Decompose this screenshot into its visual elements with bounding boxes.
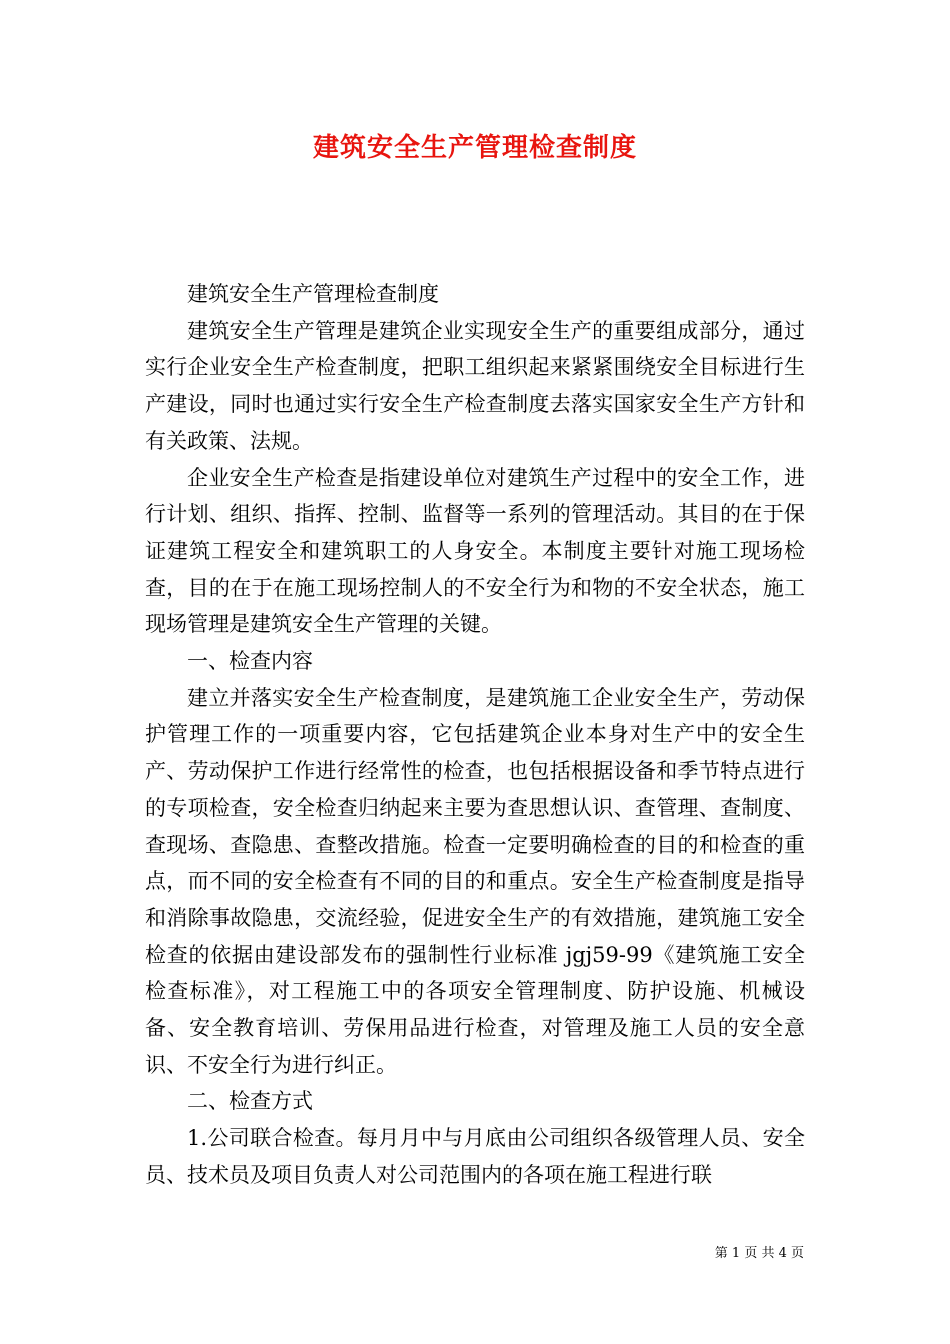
paragraph-purpose: 企业安全生产检查是指建设单位对建筑生产过程中的安全工作，进行计划、组织、指挥、控制、监督等一系列的管理活动。其目的在于保证建筑工程安全和建筑职工的人身安全。本制度主要针对施工现场检查，目的在于在施工现场控制人的不安全行为和物的不安全状态，施工现场管理是建筑安全生产管理的关键。 (145, 465, 805, 637)
paragraph-content: 建立并落实安全生产检查制度，是建筑施工企业安全生产，劳动保护管理工作的一项重要内容，它包括建筑企业本身对生产中的安全生产、劳动保护工作进行经常性的检查，也包括根据设备和季节特点进行的专项检查，安全检查归纳起来主要为查思想认识、查管理、查制度、查现场、查隐患、查整改措施。检查一定要明确检查的目的和检查的重点，而不同的安全检查有不同的目的和重点。安全生产检查制度是指导和消除事故隐患，交流经验，促进安全生产的有效措施，建筑施工安全检查的依据由建设部发布的强制性行业标准 jgj59-99《建筑施工安全检查标准》，对工程施工中的各项安全管理制度、防护设施、机械设备、安全教育培训、劳保用品进行检查，对管理及施工人员的安全意识、不安全行为进行纠正。 (145, 685, 805, 1077)
paragraph-intro: 建筑安全生产管理是建筑企业实现安全生产的重要组成部分，通过实行企业安全生产检查制度，把职工组织起来紧紧围绕安全目标进行生产建设，同时也通过实行安全生产检查制度去落实国家安全生产方针和有关政策、法规。 (145, 318, 805, 453)
paragraph-method-1: 1.公司联合检查。每月月中与月底由公司组织各级管理人员、安全员、技术员及项目负责人对公司范围内的各项在施工程进行联 (145, 1126, 805, 1187)
document-body (145, 276, 805, 1194)
page-number: 第 1 页 共 4 页 (714, 1246, 804, 1261)
section-heading-method: 二、检查方式 (187, 1089, 313, 1114)
paragraph-heading: 建筑安全生产管理检查制度 (187, 282, 439, 306)
page-title: 建筑安全生产管理检查制度 (312, 133, 637, 163)
section-heading-content: 一、检查内容 (187, 649, 313, 674)
